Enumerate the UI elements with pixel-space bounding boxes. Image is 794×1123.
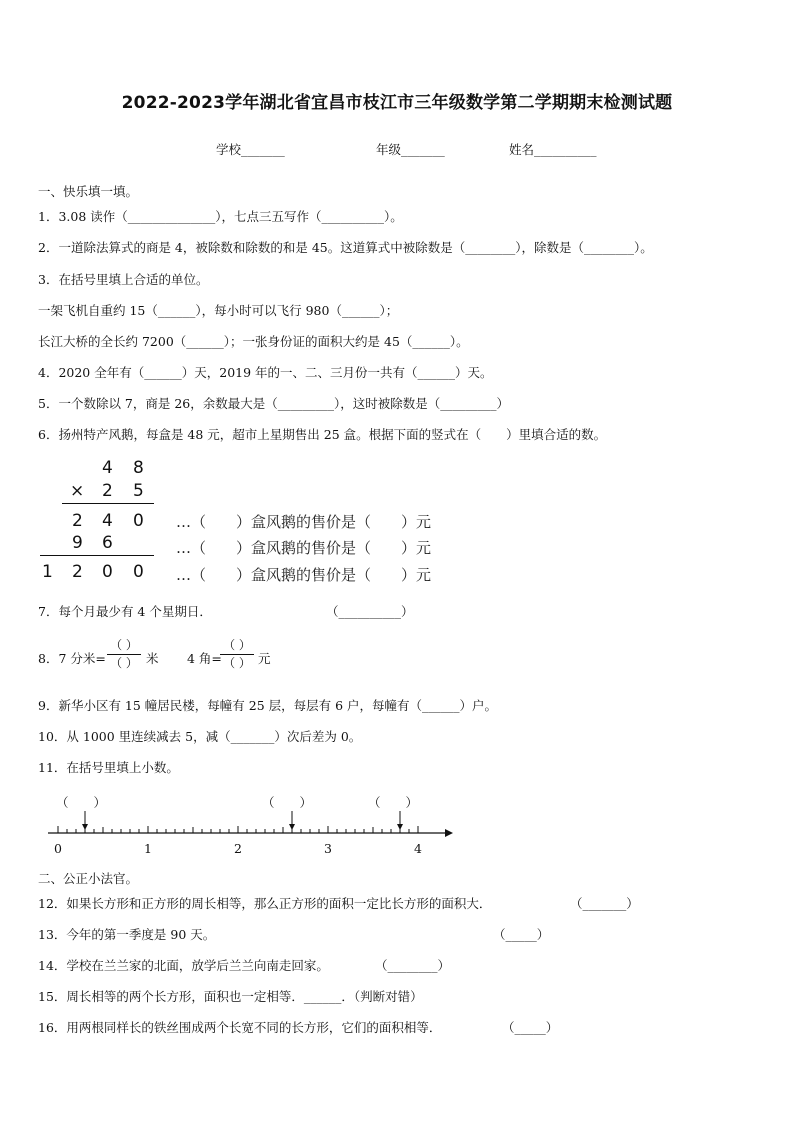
question-3a: 一架飞机自重约 15（______），每小时可以飞行 980（______）；	[38, 303, 399, 318]
calc-digit: 1	[42, 562, 53, 582]
calc-digit: 2	[72, 562, 83, 582]
answer-blank-12[interactable]: （_______）	[570, 896, 639, 911]
page-title: 2022-2023学年湖北省宜昌市枝江市三年级数学第二学期期末检测试题	[121, 93, 673, 113]
calc-digit: 6	[102, 533, 113, 553]
section-heading-1: 一、快乐填一填。	[38, 184, 139, 199]
question-16: 16．用两根同样长的铁丝围成两个长宽不同的长方形，它们的面积相等．	[38, 1020, 442, 1035]
answer-blank-16[interactable]: （_____）	[502, 1020, 559, 1035]
number-line	[40, 805, 460, 860]
down-arrow-head-icon	[397, 824, 403, 830]
question-3b: 长江大桥的全长约 7200（______）；一张身份证的面积大约是 45（______）。	[38, 334, 469, 349]
calc-digit: 8	[133, 458, 144, 478]
calc-description-1: …（ ）盒风鹅的售价是（ ）元	[176, 513, 432, 531]
answer-blank-7[interactable]: （__________）	[326, 604, 414, 619]
calc-digit: 4	[102, 511, 113, 531]
question-8-unit-yuan: 元	[258, 651, 271, 666]
multiply-sign: ×	[70, 481, 85, 501]
calc-digit: 2	[102, 481, 113, 501]
number-line-label: 0	[54, 841, 62, 856]
calc-line	[40, 555, 154, 556]
calc-digit: 4	[102, 458, 113, 478]
question-13: 13．今年的第一季度是 90 天。	[38, 927, 216, 942]
question-6: 6．扬州特产风鹅，每盒是 48 元，超市上星期售出 25 盒。根据下面的竖式在（ ）里填合适的数。	[38, 427, 607, 442]
answer-blank-13[interactable]: （_____）	[493, 927, 550, 942]
number-line-bracket[interactable]: （ ）	[56, 795, 107, 810]
question-8-mid: 4 角=	[187, 651, 222, 666]
down-arrow-head-icon	[289, 824, 295, 830]
grade-field[interactable]: 年级_______	[376, 142, 445, 157]
question-8-left: 8．7 分米=	[38, 651, 106, 666]
calc-digit: 5	[133, 481, 144, 501]
calc-description-2: …（ ）盒风鹅的售价是（ ）元	[176, 539, 432, 557]
calc-digit: 2	[72, 511, 83, 531]
question-12: 12．如果长方形和正方形的周长相等，那么正方形的面积一定比长方形的面积大．	[38, 896, 492, 911]
calc-digit: 0	[102, 562, 113, 582]
number-line-label: 3	[324, 841, 332, 856]
question-4: 4．2020 全年有（______）天，2019 年的一、二、三月份一共有（______）天。	[38, 365, 493, 380]
calc-digit: 0	[133, 511, 144, 531]
number-line-bracket[interactable]: （ ）	[262, 795, 313, 810]
down-arrow-head-icon	[82, 824, 88, 830]
question-11: 11．在括号里填上小数。	[38, 760, 179, 775]
number-line-label: 4	[414, 841, 422, 856]
question-5: 5．一个数除以 7，商是 26，余数最大是（_________），这时被除数是（_________）	[38, 396, 510, 411]
question-9: 9．新华小区有 15 幢居民楼，每幢有 25 层，每层有 6 户，每幢有（______）户。	[38, 698, 498, 713]
question-1: 1．3.08 读作（______________），七点三五写作（__________）。	[38, 209, 403, 224]
section-heading-2: 二、公正小法官。	[38, 871, 139, 886]
calc-line	[62, 503, 154, 504]
number-line-bracket[interactable]: （ ）	[368, 795, 419, 810]
fraction-blank-2[interactable]: （ ） （ ）	[220, 638, 254, 671]
question-7: 7．每个月最少有 4 个星期日．	[38, 604, 212, 619]
question-15: 15．周长相等的两个长方形，面积也一定相等．______．（判断对错）	[38, 989, 423, 1004]
number-line-label: 2	[234, 841, 242, 856]
fraction-blank-1[interactable]: （ ） （ ）	[107, 638, 141, 671]
arrow-head-icon	[445, 829, 453, 837]
question-2: 2．一道除法算式的商是 4，被除数和除数的和是 45。这道算式中被除数是（________），除数是（________）。	[38, 240, 653, 255]
calc-digit: 9	[72, 533, 83, 553]
question-8-unit-meter: 米	[146, 651, 159, 666]
calc-digit: 0	[133, 562, 144, 582]
question-3: 3．在括号里填上合适的单位。	[38, 272, 209, 287]
school-field[interactable]: 学校_______	[216, 142, 285, 157]
number-line-label: 1	[144, 841, 152, 856]
question-14: 14．学校在兰兰家的北面，放学后兰兰向南走回家。	[38, 958, 329, 973]
answer-blank-14[interactable]: （________）	[375, 958, 451, 973]
question-10: 10．从 1000 里连续减去 5，减（_______）次后差为 0。	[38, 729, 362, 744]
name-field[interactable]: 姓名__________	[509, 142, 597, 157]
calc-description-3: …（ ）盒风鹅的售价是（ ）元	[176, 566, 432, 584]
